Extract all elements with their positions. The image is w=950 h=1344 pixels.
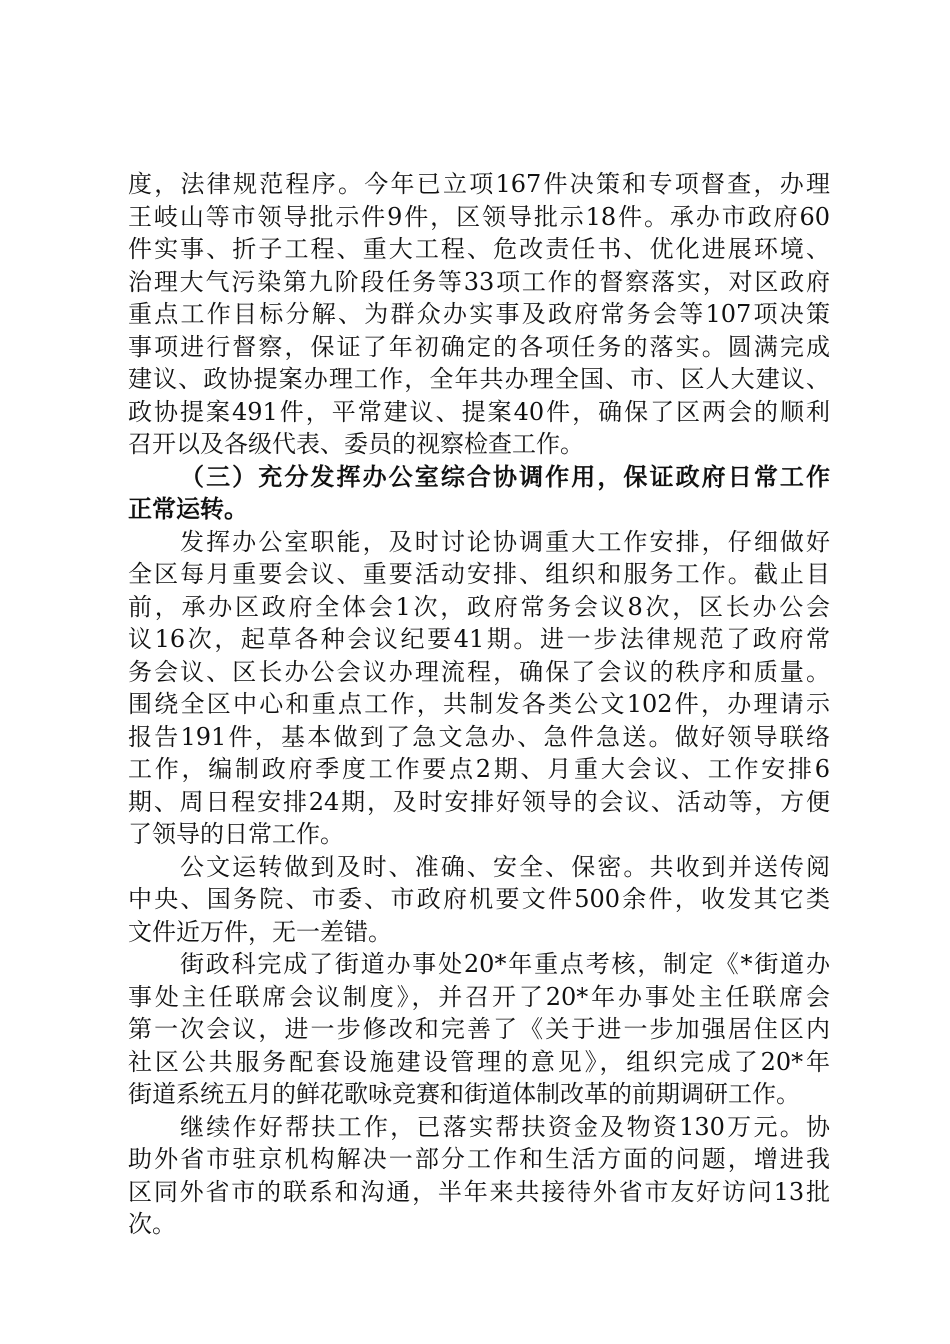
text-line: 第一次会议，进一步修改和完善了《关于进一步加强居住区内: [128, 1015, 830, 1043]
document-body: [128, 168, 830, 1241]
text-line: 围绕全区中心和重点工作，共制发各类公文102件，办理请示: [128, 690, 830, 718]
text-line: 政协提案491件，平常建议、提案40件，确保了区两会的顺利: [128, 397, 830, 426]
text-line: 发挥办公室职能，及时讨论协调重大工作安排，仔细做好: [180, 527, 830, 556]
para-document-flow: [128, 851, 830, 949]
text-line: 前，承办区政府全体会1次，政府常务会议8次，区长办公会: [128, 592, 830, 621]
section-heading-3: [128, 461, 830, 526]
text-line: 社区公共服务配套设施建设管理的意见》，组织完成了20*年: [128, 1047, 830, 1076]
text-line: 了领导的日常工作。: [128, 820, 344, 848]
text-line: 工作，编制政府季度工作要点2期、月重大会议、工作安排6: [128, 755, 830, 783]
heading-line: （三）充分发挥办公室综合协调作用，保证政府日常工作: [180, 462, 830, 491]
text-line: 街政科完成了街道办事处20*年重点考核，制定《*街道办: [180, 950, 830, 978]
text-line: 继续作好帮扶工作，已落实帮扶资金及物资130万元。协: [180, 1112, 830, 1141]
para-supervision: [128, 168, 830, 461]
text-line: 公文运转做到及时、准确、安全、保密。共收到并送传阅: [180, 852, 830, 881]
heading-line: 正常运转。: [128, 495, 248, 523]
text-line: 事处主任联席会议制度》，并召开了20*年办事处主任联席会: [128, 982, 830, 1011]
text-line: 助外省市驻京机构解决一部分工作和生活方面的问题，增进我: [128, 1145, 830, 1173]
text-line: 建议、政协提案办理工作，全年共办理全国、市、区人大建议、: [128, 365, 830, 393]
text-line: 全区每月重要会议、重要活动安排、组织和服务工作。截止目: [128, 560, 830, 588]
text-line: 议16次，起草各种会议纪要41期。进一步法律规范了政府常: [128, 625, 830, 653]
text-line: 街道系统五月的鲜花歌咏竞赛和街道体制改革的前期调研工作。: [128, 1080, 800, 1108]
text-line: 事项进行督察，保证了年初确定的各项任务的落实。圆满完成: [128, 332, 830, 361]
text-line: 期、周日程安排24期，及时安排好领导的会议、活动等，方便: [128, 787, 830, 816]
text-line: 区同外省市的联系和沟通，半年来共接待外省市友好访问13批: [128, 1177, 830, 1206]
text-line: 文件近万件，无一差错。: [128, 917, 392, 946]
text-line: 务会议、区长办公会议办理流程，确保了会议的秩序和质量。: [128, 657, 830, 686]
para-street-affairs: [128, 948, 830, 1111]
text-line: 召开以及各级代表、委员的视察检查工作。: [128, 430, 584, 458]
text-line: 度，法律规范程序。今年已立项167件决策和专项督查，办理: [128, 170, 830, 198]
text-line: 重点工作目标分解、为群众办实事及政府常务会等107项决策: [128, 300, 830, 328]
para-assistance: [128, 1111, 830, 1241]
text-line: 王岐山等市领导批示件9件，区领导批示18件。承办市政府60: [128, 202, 830, 231]
para-office-functions: [128, 526, 830, 851]
text-line: 报告191件，基本做到了急文急办、急件急送。做好领导联络: [128, 722, 830, 751]
text-line: 治理大气污染第九阶段任务等33项工作的督察落实，对区政府: [128, 267, 830, 296]
text-line: 次。: [128, 1210, 176, 1238]
text-line: 件实事、折子工程、重大工程、危改责任书、优化进展环境、: [128, 235, 830, 263]
text-line: 中央、国务院、市委、市政府机要文件500余件，收发其它类: [128, 885, 830, 913]
